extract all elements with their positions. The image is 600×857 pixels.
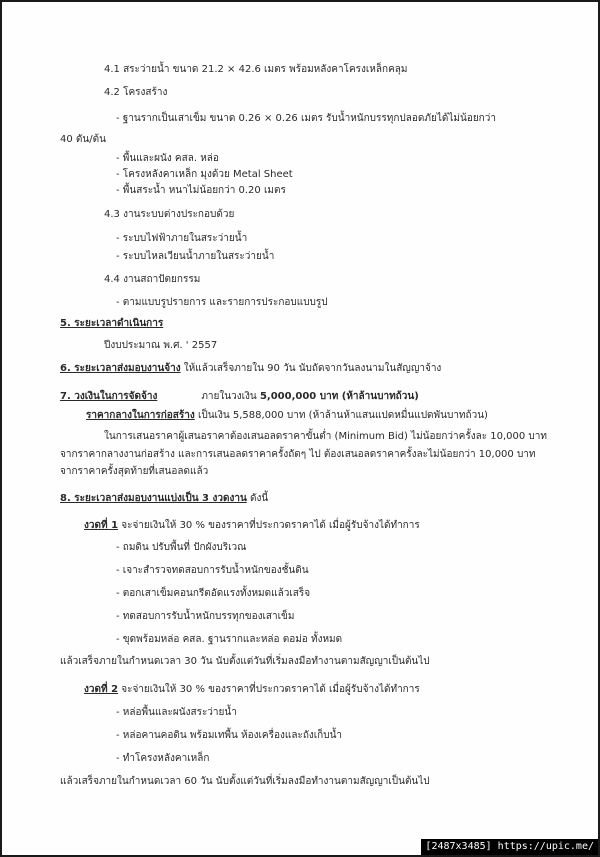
section-7-budget-amount: 5,000,000 บาท (ห้าล้านบาทถ้วน) — [259, 391, 419, 402]
section-7-heading: 7. วงเงินในการจัดจ้าง — [60, 391, 158, 402]
installment-1-item: - ขุดพร้อมหล่อ คสล. ฐานรากและหล่อ ตอม่อ ทั้งหมด — [116, 634, 343, 645]
item-4-4-heading: 4.4 งานสถาปัตยกรรม — [104, 274, 201, 285]
section-8-heading: 8. ระยะเวลาส่งมอบงานแบ่งเป็น 3 งวดงาน — [60, 493, 247, 504]
installment-1-item: - เจาะสำรวจทดสอบการรับน้ำหนักของชั้นดิน — [116, 565, 309, 576]
section-6-text: ให้แล้วเสร็จภายใน 90 วัน นับถัดจากวันลงนามในสัญญาจ้าง — [180, 363, 442, 374]
item-4-2-floor-walls: - พื้นและผนัง คสล. หล่อ — [116, 153, 219, 164]
item-4-4-plans: - ตามแบบรูปรายการ และรายการประกอบแบบรูป — [116, 297, 328, 308]
item-4-2-pile-line2: 40 ตัน/ต้น — [60, 134, 106, 145]
section-7-budget-label: ภายในวงเงิน — [201, 391, 260, 402]
section-8-tail: ดังนี้ — [246, 493, 269, 504]
section-7-median-heading: ราคากลางในการก่อสร้าง — [86, 410, 195, 421]
installment-2-item: - หล่อคานคอดิน พร้อมเทพื้น ห้องเครื่องและถังเก็บน้ำ — [116, 730, 343, 741]
section-7-median-price — [86, 409, 488, 422]
item-4-3-circulation: - ระบบไหลเวียนน้ำภายในสระว่ายน้ำ — [116, 251, 275, 262]
section-7-paragraph-line1: ในการเสนอราคาผู้เสนอราคาต้องเสนอลดราคาขั้นต่ำ (Minimum Bid) ไม่น้อยกว่าครั้งละ 10,000 บาท — [104, 431, 547, 442]
section-7-paragraph-line3: จากราคาครั้งสุดท้ายที่เสนอลดแล้ว — [60, 466, 209, 477]
section-7-budget — [60, 390, 419, 403]
installment-2-text: จะจ่ายเงินให้ 30 % ของราคาที่ประกวดราคาได้ เมื่อผู้รับจ้างได้ทำการ — [118, 684, 420, 695]
item-4-2-pile-line1: - ฐานรากเป็นเสาเข็ม ขนาด 0.26 × 0.26 เมตร รับน้ำหนักบรรทุกปลอดภัยได้ไม่น้อยกว่า — [116, 113, 496, 124]
image-size-watermark: [2487x3485] https://upic.me/ — [421, 839, 598, 855]
item-4-3-electrical: - ระบบไฟฟ้าภายในสระว่ายน้ำ — [116, 233, 248, 244]
section-6-heading: 6. ระยะเวลาส่งมอบงานจ้าง — [60, 363, 181, 374]
section-7-median-text: เป็นเงิน 5,588,000 บาท (ห้าล้านห้าแสนแปดหมื่นแปดพันบาทถ้วน) — [194, 410, 488, 421]
installment-1-heading: งวดที่ 1 — [84, 520, 119, 531]
item-4-3-heading: 4.3 งานระบบต่างประกอบด้วย — [104, 209, 235, 220]
section-5-heading: 5. ระยะเวลาดำเนินการ — [60, 318, 164, 329]
item-4-2-heading: 4.2 โครงสร้าง — [104, 87, 168, 98]
item-4-2-pool-floor: - พื้นสระน้ำ หนาไม่น้อยกว่า 0.20 เมตร — [116, 185, 286, 196]
installment-1-item: - ตอกเสาเข็มคอนกรีตอัดแรงทั้งหมดแล้วเสร็จ — [116, 588, 311, 599]
section-8 — [60, 492, 268, 505]
installment-1-item: - ถมดิน ปรับพื้นที่ ปักผังบริเวณ — [116, 542, 247, 553]
installment-2-deadline: แล้วเสร็จภายในกำหนดเวลา 60 วัน นับตั้งแต่วันที่เริ่มลงมือทำงานตามสัญญาเป็นต้นไป — [60, 776, 430, 787]
item-4-1: 4.1 สระว่ายน้ำ ขนาด 21.2 × 42.6 เมตร พร้อมหลังคาโครงเหล็กคลุม — [104, 64, 408, 75]
section-5-fiscal-year: ปีงบประมาณ พ.ศ. ' 2557 — [104, 340, 218, 351]
installment-1 — [84, 519, 420, 532]
installment-1-deadline: แล้วเสร็จภายในกำหนดเวลา 30 วัน นับตั้งแต่วันที่เริ่มลงมือทำงานตามสัญญาเป็นต้นไป — [60, 656, 430, 667]
installment-2-heading: งวดที่ 2 — [84, 684, 119, 695]
installment-2-item: - ทำโครงหลังคาเหล็ก — [116, 753, 210, 764]
section-6 — [60, 362, 441, 375]
section-7-paragraph-line2: จากราคากลางงานก่อสร้าง และการเสนอลดราคาครั้งถัดๆ ไป ต้องเสนอลดราคาครั้งละไม่น้อยกว่า 10,000 บาท — [60, 449, 536, 460]
installment-1-text: จะจ่ายเงินให้ 30 % ของราคาที่ประกวดราคาได้ เมื่อผู้รับจ้างได้ทำการ — [118, 520, 420, 531]
installment-2-item: - หล่อพื้นและผนังสระว่ายน้ำ — [116, 707, 237, 718]
installment-2 — [84, 683, 420, 696]
item-4-2-roof-frame: - โครงหลังคาเหล็ก มุงด้วย Metal Sheet — [116, 169, 293, 180]
installment-1-item: - ทดสอบการรับน้ำหนักบรรทุกของเสาเข็ม — [116, 611, 295, 622]
